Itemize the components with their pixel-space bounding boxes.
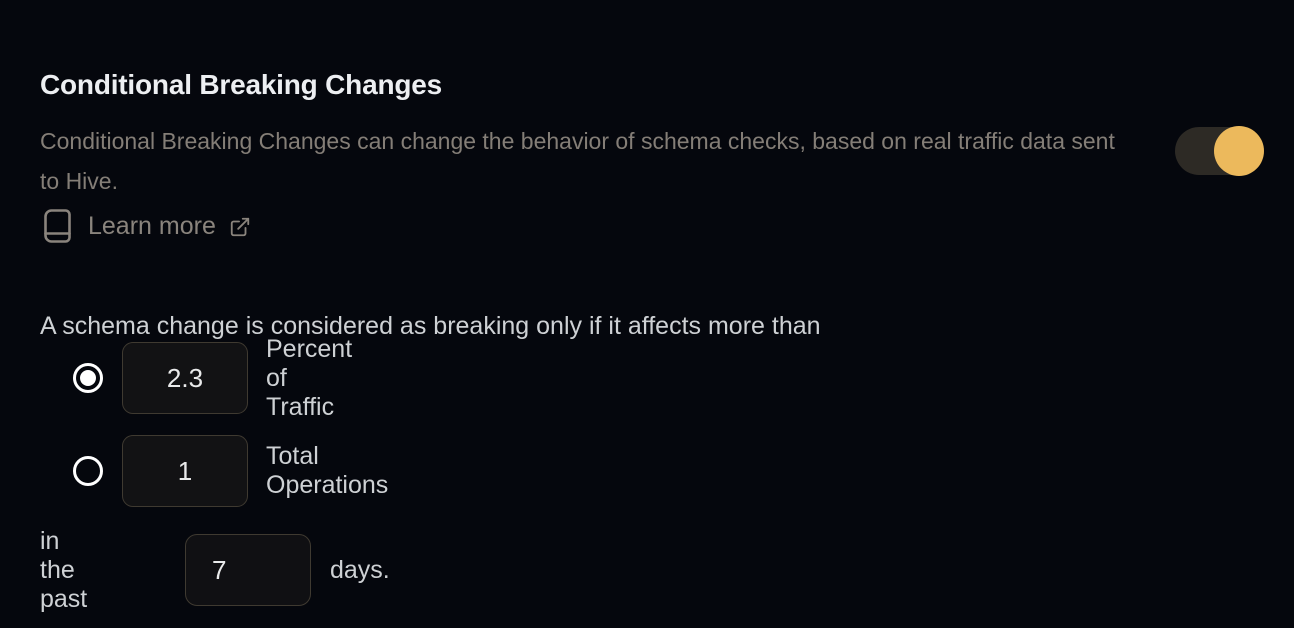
total-operations-radio[interactable] — [73, 456, 103, 486]
external-link-icon — [229, 214, 251, 238]
learn-more-link[interactable] — [44, 206, 251, 246]
threshold-intro-text: A schema change is considered as breaking only if it affects more than — [40, 312, 821, 340]
enable-toggle[interactable] — [1175, 127, 1263, 175]
percent-of-traffic-label: Percent of Traffic — [266, 334, 353, 421]
toggle-knob — [1214, 126, 1264, 176]
percent-of-traffic-radio[interactable] — [73, 363, 103, 393]
total-operations-input[interactable] — [122, 435, 248, 507]
learn-more-label: Learn more — [88, 211, 216, 240]
period-days-input[interactable] — [185, 534, 311, 606]
section-description: Conditional Breaking Changes can change the behavior of schema checks, based on real traffic data sent to Hive. — [40, 128, 1115, 194]
percent-of-traffic-input[interactable] — [122, 342, 248, 414]
page-title: Conditional Breaking Changes — [40, 69, 442, 101]
period-prefix-text: in the past — [40, 526, 88, 613]
period-suffix-text: days. — [330, 555, 390, 584]
total-operations-label: Total Operations — [266, 442, 389, 499]
book-icon — [44, 209, 71, 243]
